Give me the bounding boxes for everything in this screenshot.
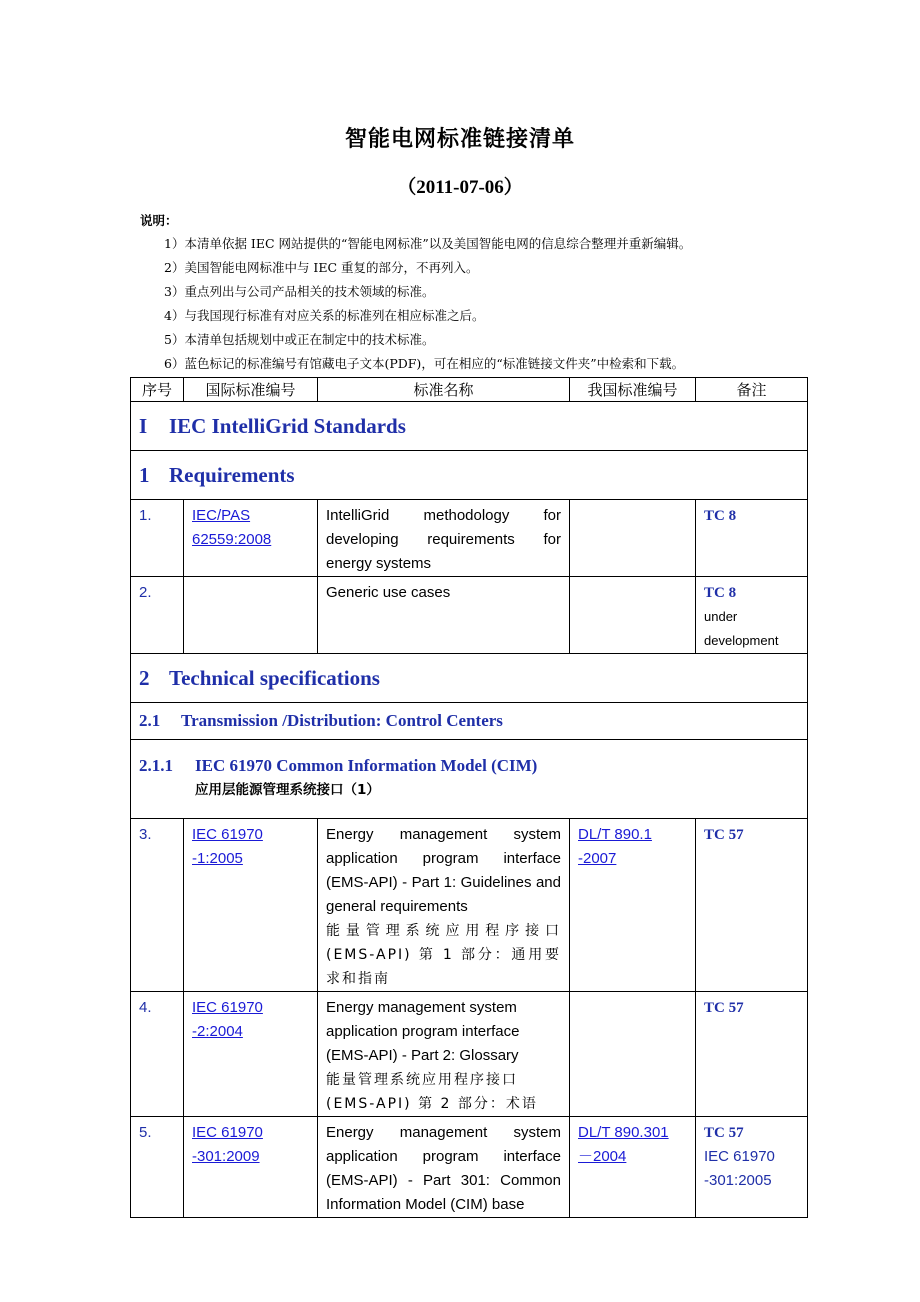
intl-code-link[interactable]: -301:2009	[192, 1148, 260, 1165]
intl-code-cell	[184, 819, 318, 992]
section-title: Transmission /Distribution: Control Centers	[181, 711, 503, 730]
section-subtitle: 应用层能源管理系统接口（1）	[195, 782, 380, 798]
table-header-row	[131, 378, 808, 402]
std-name-en: Energy management system application program interface (EMS-API) - Part 2: Glossary	[326, 999, 520, 1064]
related-std-note: IEC 61970	[704, 1148, 775, 1165]
intl-code-cell	[184, 992, 318, 1117]
notes-block	[140, 210, 820, 376]
intl-code-cell	[184, 577, 318, 654]
page-title: 智能电网标准链接清单	[344, 126, 575, 152]
row-number: 5.	[131, 1117, 184, 1218]
header-intl-code: 国际标准编号	[184, 378, 318, 402]
note-item: 2）美国智能电网标准中与 IEC 重复的部分，不再列入。	[164, 260, 479, 275]
section-title: IEC IntelliGrid Standards	[169, 413, 406, 438]
remarks-cell	[696, 819, 808, 992]
section-title: Requirements	[169, 462, 295, 487]
section-heading	[131, 703, 808, 740]
std-name-cell	[318, 992, 570, 1117]
table-row	[131, 577, 808, 654]
intl-code-link[interactable]: IEC/PAS	[192, 507, 251, 524]
intl-code-link[interactable]: IEC 61970	[192, 826, 263, 843]
document-date: （2011-07-06）	[397, 177, 523, 198]
intl-code-link[interactable]: IEC 61970	[192, 999, 263, 1016]
intl-code-link[interactable]: IEC 61970	[192, 1124, 263, 1141]
cn-code-cell	[570, 1117, 696, 1218]
section-number: 2.1	[139, 711, 161, 730]
std-name-cell	[318, 1117, 570, 1218]
cn-code-cell	[570, 577, 696, 654]
std-name-cell	[318, 819, 570, 992]
remarks-cell	[696, 577, 808, 654]
section-number: 2	[139, 665, 150, 690]
section-row	[131, 451, 808, 500]
tc-label: TC 57	[704, 1125, 744, 1141]
row-number: 3.	[131, 819, 184, 992]
row-number: 4.	[131, 992, 184, 1117]
standards-table	[130, 377, 808, 1218]
row-number: 1.	[131, 500, 184, 577]
section-number: I	[139, 413, 148, 438]
section-heading	[131, 740, 808, 819]
section-row	[131, 703, 808, 740]
remarks-cell	[696, 1117, 808, 1218]
row-number: 2.	[131, 577, 184, 654]
cn-code-link[interactable]: －2004	[578, 1148, 627, 1165]
cn-code-cell	[570, 819, 696, 992]
tc-label: TC 8	[704, 585, 737, 601]
tc-label: TC 57	[704, 827, 744, 843]
remarks-cell	[696, 992, 808, 1117]
section-title: IEC 61970 Common Information Model (CIM)	[195, 756, 538, 775]
section-heading	[131, 451, 808, 500]
table-row	[131, 819, 808, 992]
section-title: Technical specifications	[169, 665, 380, 690]
section-heading	[131, 402, 808, 451]
intl-code-link[interactable]: -1:2005	[192, 850, 243, 867]
status-note: development	[704, 633, 779, 648]
tc-label: TC 57	[704, 1000, 744, 1016]
note-item: 5）本清单包括规划中或正在制定中的技术标准。	[164, 332, 435, 347]
table-row	[131, 1117, 808, 1218]
notes-heading: 说明：	[140, 213, 178, 228]
std-name-en: Generic use cases	[326, 584, 451, 601]
remarks-cell	[696, 500, 808, 577]
table-row	[131, 992, 808, 1117]
cn-code-link[interactable]: DL/T 890.301	[578, 1124, 669, 1141]
related-std-note: -301:2005	[704, 1172, 772, 1189]
note-item: 1）本清单依据 IEC 网站提供的“智能电网标准”以及美国智能电网的信息综合整理并重新编辑。	[164, 236, 692, 251]
section-number: 1	[139, 462, 150, 487]
std-name-en: IntelliGrid methodology for developing requirements for energy systems	[326, 507, 561, 572]
table-row	[131, 500, 808, 577]
std-name-en: Energy management system application program interface (EMS-API) - Part 301: Common Information Model (CIM) base	[326, 1124, 561, 1213]
std-name-en: Energy management system application program interface (EMS-API) - Part 1: Guidelines and general requirements	[326, 826, 561, 915]
intl-code-link[interactable]: 62559:2008	[192, 531, 272, 548]
section-row	[131, 402, 808, 451]
std-name-cell	[318, 500, 570, 577]
note-item: 6）蓝色标记的标准编号有馆藏电子文本(PDF)，可在相应的“标准链接文件夹”中检索和下载。	[164, 356, 685, 371]
note-item: 3）重点列出与公司产品相关的技术领域的标准。	[164, 284, 435, 299]
header-no: 序号	[131, 378, 184, 402]
cn-code-link[interactable]: -2007	[578, 850, 617, 867]
cn-code-link[interactable]: DL/T 890.1	[578, 826, 652, 843]
status-note: under	[704, 609, 738, 624]
header-cn-code: 我国标准编号	[570, 378, 696, 402]
cn-code-cell	[570, 992, 696, 1117]
section-row	[131, 654, 808, 703]
std-name-cn: 能量管理系统应用程序接口(EMS-API) 第 2 部分：术语	[326, 1072, 538, 1112]
header-remarks: 备注	[696, 378, 808, 402]
tc-label: TC 8	[704, 508, 737, 524]
intl-code-cell	[184, 500, 318, 577]
section-heading	[131, 654, 808, 703]
section-row	[131, 740, 808, 819]
section-number: 2.1.1	[139, 756, 173, 775]
note-item: 4）与我国现行标准有对应关系的标准列在相应标准之后。	[164, 308, 485, 323]
intl-code-link[interactable]: -2:2004	[192, 1023, 243, 1040]
std-name-cell	[318, 577, 570, 654]
std-name-cn: 能量管理系统应用程序接口(EMS-API) 第 1 部分：通用要求和指南	[326, 923, 561, 987]
cn-code-cell	[570, 500, 696, 577]
intl-code-cell	[184, 1117, 318, 1218]
header-std-name: 标准名称	[318, 378, 570, 402]
